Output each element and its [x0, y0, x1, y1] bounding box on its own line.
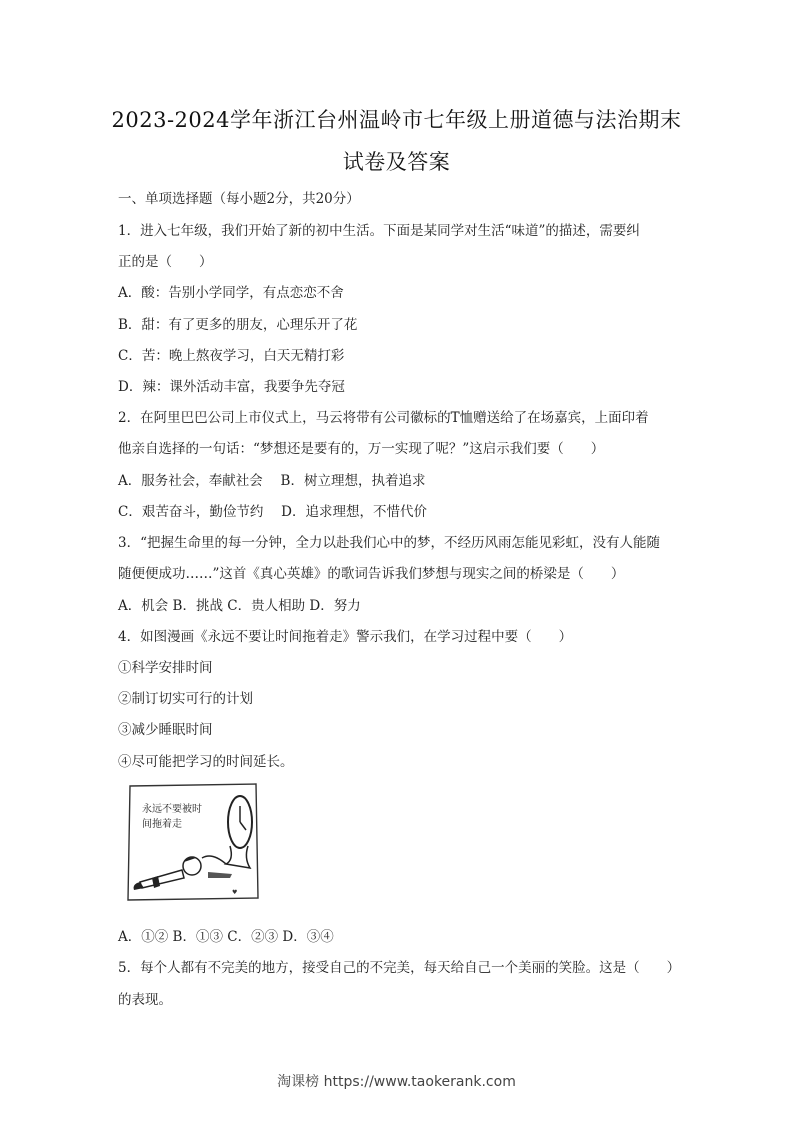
question-2-stem: 2．在阿里巴巴公司上市仪式上，马云将带有公司徽标的T恤赠送给了在场嘉宾，上面印着 — [118, 410, 649, 426]
question-3-stem: 3．“把握生命里的每一分钟，全力以赴我们心中的梦，不经历风雨怎能见彩虹，没有人能随 — [118, 535, 660, 551]
svg-text:♥: ♥ — [232, 889, 238, 896]
time-cartoon-image — [122, 782, 262, 902]
question-1-option-b: B．甜：有了更多的朋友，心理乐开了花 — [118, 317, 358, 333]
question-1-stem-continued: 正的是（ ） — [118, 254, 213, 270]
section-heading: 一、单项选择题（每小题2分，共20分） — [118, 191, 360, 207]
question-2-options-cd: C．艰苦奋斗，勤俭节约 D．追求理想，不惜代价 — [118, 504, 427, 520]
document-title: 2023-2024学年浙江台州温岭市七年级上册道德与法治期末 — [111, 108, 682, 132]
question-2-stem-continued: 他亲自选择的一句话：“梦想还是要有的，万一实现了呢？”这启示我们要（ ） — [118, 441, 605, 457]
question-3-stem-continued: 随便便成功……”这首《真心英雄》的歌词告诉我们梦想与现实之间的桥梁是（ ） — [118, 566, 625, 582]
clock-icon — [226, 796, 252, 868]
question-4-stem: 4．如图漫画《永远不要让时间拖着走》警示我们，在学习过程中要（ ） — [118, 629, 573, 645]
question-5-stem: 5．每个人都有不完美的地方，接受自己的不完美，每天给自己一个美丽的笑脸。这是（ ） — [118, 960, 681, 976]
question-3-options: A．机会 B．挑战 C．贵人相助 D．努力 — [118, 598, 361, 614]
cartoon-caption-line-1: 永远不要被时 — [142, 804, 202, 815]
lying-student-figure — [134, 856, 232, 890]
question-1-option-d: D．辣：课外活动丰富，我要争先夺冠 — [118, 379, 345, 395]
question-4-item-2: ②制订切实可行的计划 — [118, 691, 253, 707]
question-1-option-a: A．酸：告别小学同学，有点恋恋不舍 — [118, 285, 344, 301]
document-title-continued: 试卷及答案 — [342, 150, 451, 174]
footer-watermark-link[interactable]: 淘课榜 https://www.taokerank.com — [277, 1074, 516, 1090]
question-4-item-3: ③减少睡眠时间 — [118, 722, 213, 738]
question-4-item-4: ④尽可能把学习的时间延长。 — [118, 754, 294, 770]
question-2-options-ab: A．服务社会，奉献社会 B．树立理想，执着追求 — [118, 473, 426, 489]
question-4-options: A．①② B．①③ C．②③ D．③④ — [118, 929, 334, 945]
question-4-item-1: ①科学安排时间 — [118, 660, 213, 676]
question-1-stem: 1．进入七年级，我们开始了新的初中生活。下面是某同学对生活“味道”的描述，需要纠 — [118, 223, 640, 239]
question-5-stem-continued: 的表现。 — [118, 992, 172, 1008]
question-1-option-c: C．苦：晚上熬夜学习，白天无精打彩 — [118, 348, 345, 364]
cartoon-caption-line-2: 间拖着走 — [142, 819, 182, 830]
